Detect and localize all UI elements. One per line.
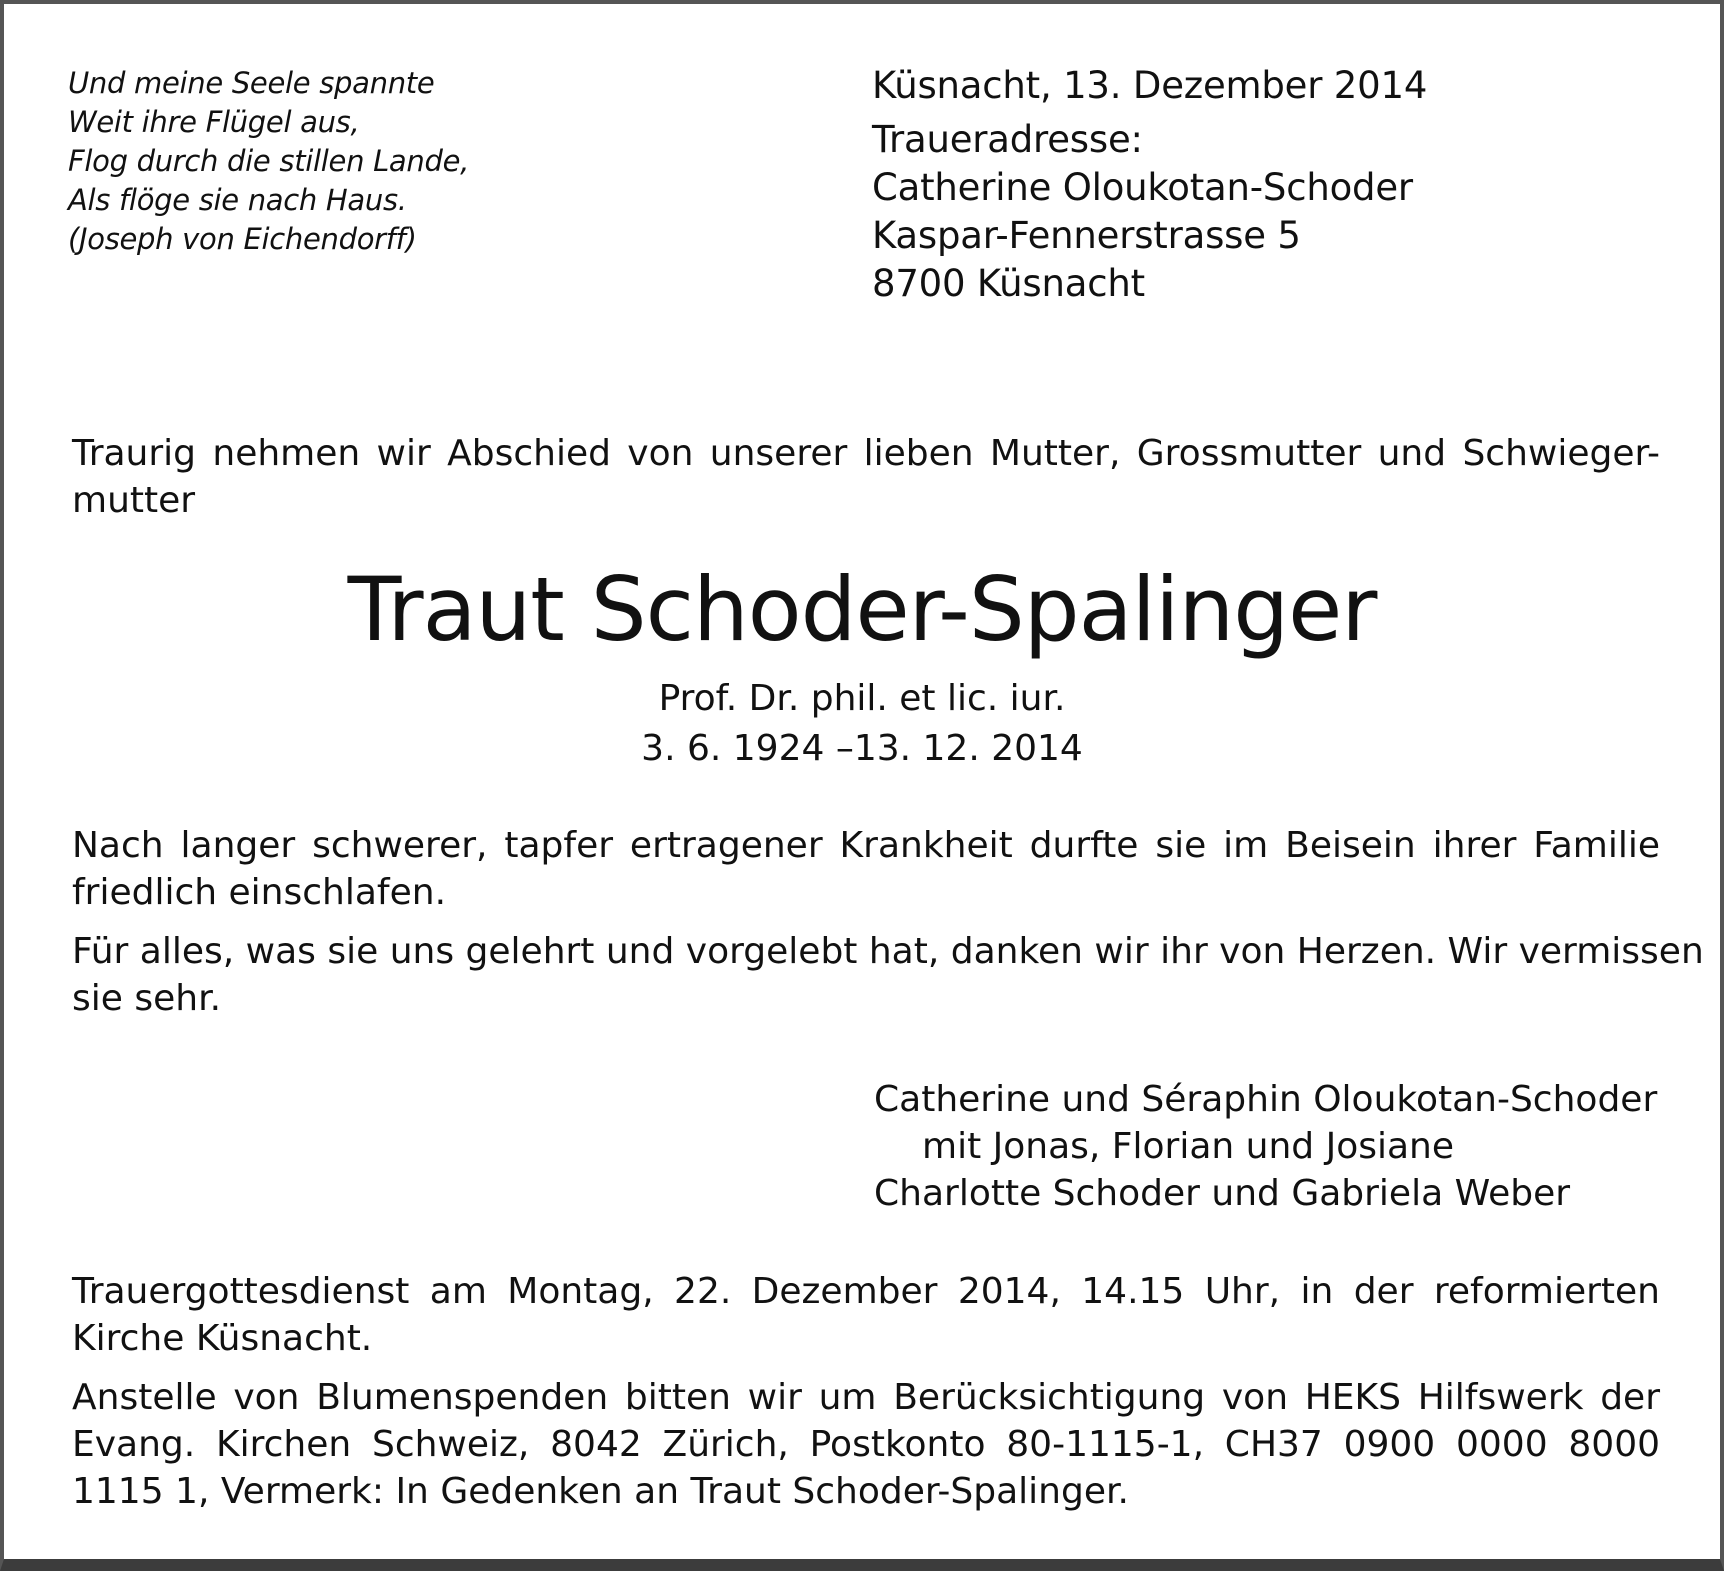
mourning-address-block (872, 62, 1692, 308)
signature-line: Charlotte Schoder und Gabriela Weber (874, 1173, 1571, 1214)
poem-author: (Joseph von Eichendorff) (68, 222, 417, 256)
address-label: Traueradresse: (872, 118, 1143, 161)
paragraph-line: Evang. Kirchen Schweiz, 8042 Zürich, Postkonto 80-1115-1, CH37 0900 0000 8000 (72, 1424, 1660, 1465)
body-paragraph-thanks (72, 928, 1704, 1022)
poem-line: Flog durch die stillen Lande, (68, 144, 470, 178)
donation-paragraph (72, 1374, 1660, 1515)
address-street: Kaspar-Fennerstrasse 5 (872, 214, 1301, 257)
poem-line: Als flöge sie nach Haus. (68, 183, 407, 217)
paragraph-line: sie sehr. (72, 978, 222, 1019)
service-paragraph (72, 1268, 1660, 1362)
family-signatures (874, 1076, 1674, 1217)
deceased-name: Traut Schoder-Spalinger (347, 558, 1377, 661)
poem-line: Weit ihre Flügel aus, (68, 105, 360, 139)
paragraph-line: Kirche Küsnacht. (72, 1318, 373, 1359)
paragraph-line: 1115 1, Vermerk: In Gedenken an Traut Schoder-Spalinger. (72, 1471, 1129, 1512)
poem-quote (68, 64, 768, 259)
deceased-dates: 3. 6. 1924 –13. 12. 2014 (641, 728, 1083, 769)
address-city: 8700 Küsnacht (872, 262, 1145, 305)
paragraph-line: Für alles, was sie uns gelehrt und vorgelebt hat, danken wir ihr von Herzen. Wir vermissen (72, 931, 1704, 972)
dateline: Küsnacht, 13. Dezember 2014 (872, 64, 1428, 107)
intro-paragraph (72, 430, 1660, 524)
paragraph-line: friedlich einschlafen. (72, 872, 447, 913)
signature-line: Catherine und Séraphin Oloukotan-Schoder (874, 1079, 1658, 1120)
poem-line: Und meine Seele spannte (68, 66, 435, 100)
intro-line: Traurig nehmen wir Abschied von unserer lieben Mutter, Grossmutter und Schwieger- (72, 433, 1660, 474)
paragraph-line: Nach langer schwerer, tapfer ertragener Krankheit durfte sie im Beisein ihrer Familie (72, 825, 1660, 866)
body-paragraph-illness (72, 822, 1660, 916)
address-name: Catherine Oloukotan-Schoder (872, 166, 1413, 209)
paragraph-line: Anstelle von Blumenspenden bitten wir um Berücksichtigung von HEKS Hilfswerk der (72, 1377, 1660, 1418)
signature-line: mit Jonas, Florian und Josiane (922, 1126, 1455, 1167)
intro-line: mutter (72, 480, 196, 521)
paragraph-line: Trauergottesdienst am Montag, 22. Dezember 2014, 14.15 Uhr, in der reformierten (72, 1271, 1660, 1312)
deceased-title: Prof. Dr. phil. et lic. iur. (658, 678, 1066, 719)
